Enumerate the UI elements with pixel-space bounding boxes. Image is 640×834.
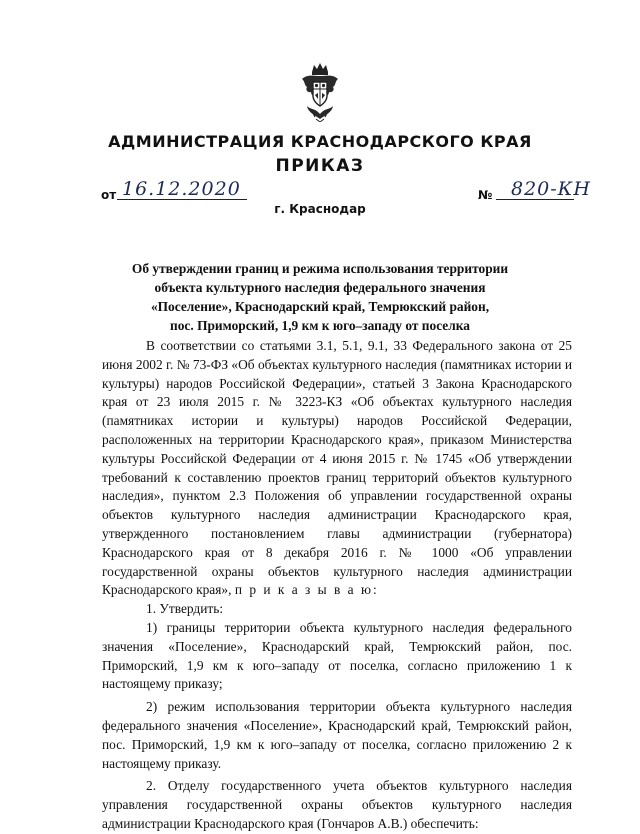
order-word: п р и к а з ы в а ю:	[234, 582, 379, 598]
order-body	[102, 337, 572, 834]
title-line: объекта культурного наследия федерального значения	[154, 280, 486, 295]
title-line: «Поселение», Краснодарский край, Темрюкский район,	[150, 299, 490, 314]
coat-of-arms-krasnodar-krai-icon	[299, 62, 341, 122]
item-1: 1. Утвердить:	[146, 601, 224, 617]
date-prefix: от	[101, 188, 117, 202]
item-1-2: 2) режим использования территории объекта культурного наследия федерального значения «Поселение», Краснодарский край, Темрюкский район, пос. Приморский, 1,9 км к юго–западу от поселка, согласно приложению 2 к настоящему приказу.	[102, 699, 572, 771]
document-type: ПРИКАЗ	[275, 156, 365, 176]
title-line: Об утверждении границ и режима использования территории	[131, 261, 509, 276]
city-name: г. Краснодар	[274, 202, 366, 216]
title-line: пос. Приморский, 1,9 км к юго–западу от поселка	[170, 318, 470, 333]
organization-name: АДМИНИСТРАЦИЯ КРАСНОДАРСКОГО КРАЯ	[108, 132, 532, 151]
item-1-1: 1) границы территории объекта культурного наследия федерального значения «Поселение», Краснодарский край, Темрюкский район, пос. Приморский, 1,9 км к юго–западу от поселка, согласно приложению 1 к настоящему приказу;	[102, 619, 572, 692]
preamble-paragraph	[102, 337, 572, 600]
number-prefix: №	[478, 188, 493, 202]
handwritten-date: 16.12.2020	[122, 178, 241, 200]
preamble-text: В соответствии со статьями 3.1, 5.1, 9.1, 33 Федерального закона от 25 июня 2002 г. № 73-ФЗ «Об объектах культурного наследия (памятниках истории и культуры) народов Российской Федерации», статьей 3 Закона Краснодарского края от 23 июля 2015 г. № 3223-КЗ «Об объектах культурного наследия (памятниках истории и культуры) народов Российской Федерации, расположенных на территории Краснодарского края», приказом Министерства культуры Российской Федерации от 4 июня 2015 г. № 1745 «Об утверждении требований к составлению проектов границ территорий объектов культурного наследия», пунктом 2.3 Положения об управлении государственной охраны объектов культурного наследия администрации Краснодарского края, утвержденного постановлением главы администрации (губернатора) Краснодарского края от 8 декабря 2016 г. № 1000 «Об управлении государственной охраны объектов культурного наследия администрации Краснодарского края»,	[102, 338, 572, 598]
handwritten-number: 820-КН	[511, 178, 591, 200]
item-2: 2. Отделу государственного учета объектов культурного наследия управления государственной охраны объектов культурного наследия администрации Краснодарского края (Гончаров А.В.) обеспечить:	[102, 778, 572, 831]
order-title	[130, 259, 510, 335]
